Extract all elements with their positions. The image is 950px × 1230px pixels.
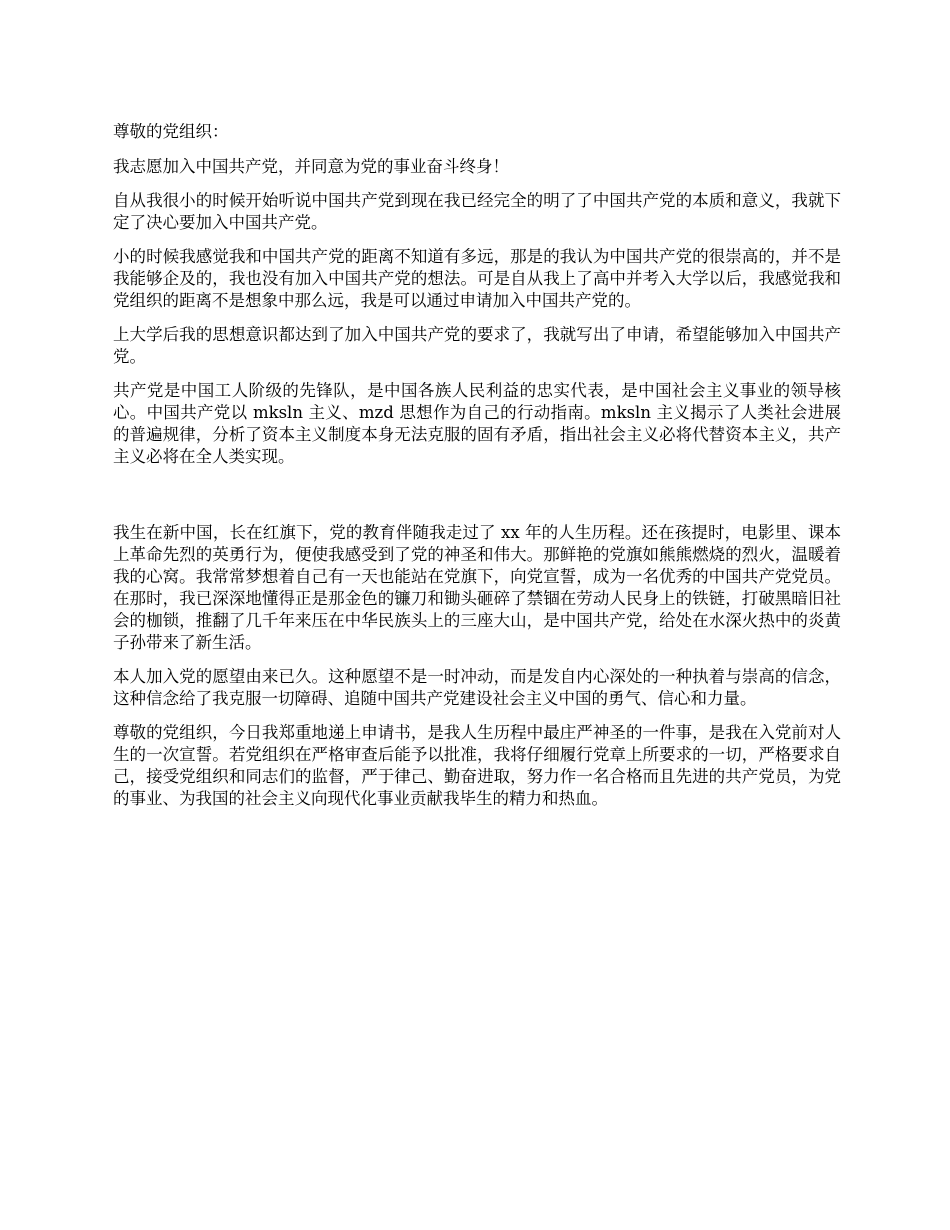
paragraph: 共产党是中国工人阶级的先锋队，是中国各族人民利益的忠实代表，是中国社会主义事业的领导核心。中国共产党以 mksln 主义、mzd 思想作为自己的行动指南。mksln 主义揭示了人类社会进展的普遍规律，分析了资本主义制度本身无法克服的固有矛盾，指出社会主义必将代替资本主义，共产主义必将在全人类实现。 <box>113 381 841 466</box>
paragraph: 小的时候我感觉我和中国共产党的距离不知道有多远，那是的我认为中国共产党的很崇高的，并不是我能够企及的，我也没有加入中国共产党的想法。可是自从我上了高中并考入大学以后，我感觉我和党组织的距离不是想象中那么远，我是可以通过申请加入中国共产党的。 <box>113 247 841 310</box>
paragraph: 自从我很小的时候开始听说中国共产党到现在我已经完全的明了了中国共产党的本质和意义，我就下定了决心要加入中国共产党。 <box>113 191 841 232</box>
paragraph: 尊敬的党组织，今日我郑重地递上申请书，是我人生历程中最庄严神圣的一件事，是我在入党前对人生的一次宣誓。若党组织在严格审查后能予以批准，我将仔细履行党章上所要求的一切，严格要求自己，接受党组织和同志们的监督，严于律己、勤奋进取，努力作一名合格而且先进的共产党员，为党的事业、为我国的社会主义向现代化事业贡献我毕生的精力和热血。 <box>113 723 841 808</box>
paragraph: 上大学后我的思想意识都达到了加入中国共产党的要求了，我就写出了申请，希望能够加入中国共产党。 <box>113 325 841 366</box>
salutation: 尊敬的党组织： <box>113 122 229 141</box>
section-spacer <box>113 480 841 522</box>
letter-document <box>113 121 841 822</box>
paragraph: 我志愿加入中国共产党，并同意为党的事业奋斗终身！ <box>113 157 509 176</box>
paragraph: 本人加入党的愿望由来已久。这种愿望不是一时冲动，而是发自内心深处的一种执着与崇高的信念，这种信念给了我克服一切障碍、追随中国共产党建设社会主义中国的勇气、信心和力量。 <box>113 667 841 708</box>
paragraph: 我生在新中国，长在红旗下，党的教育伴随我走过了 xx 年的人生历程。还在孩提时，电影里、课本上革命先烈的英勇行为，便使我感受到了党的神圣和伟大。那鲜艳的党旗如熊熊燃烧的烈火，温暖着我的心窝。我常常梦想着自己有一天也能站在党旗下，向党宣誓，成为一名优秀的中国共产党党员。在那时，我已深深地懂得正是那金色的镰刀和锄头砸碎了禁锢在劳动人民身上的铁链，打破黑暗旧社会的枷锁，推翻了几千年来压在中华民族头上的三座大山，是中国共产党，给处在水深火热中的炎黄子孙带来了新生活。 <box>113 523 841 652</box>
